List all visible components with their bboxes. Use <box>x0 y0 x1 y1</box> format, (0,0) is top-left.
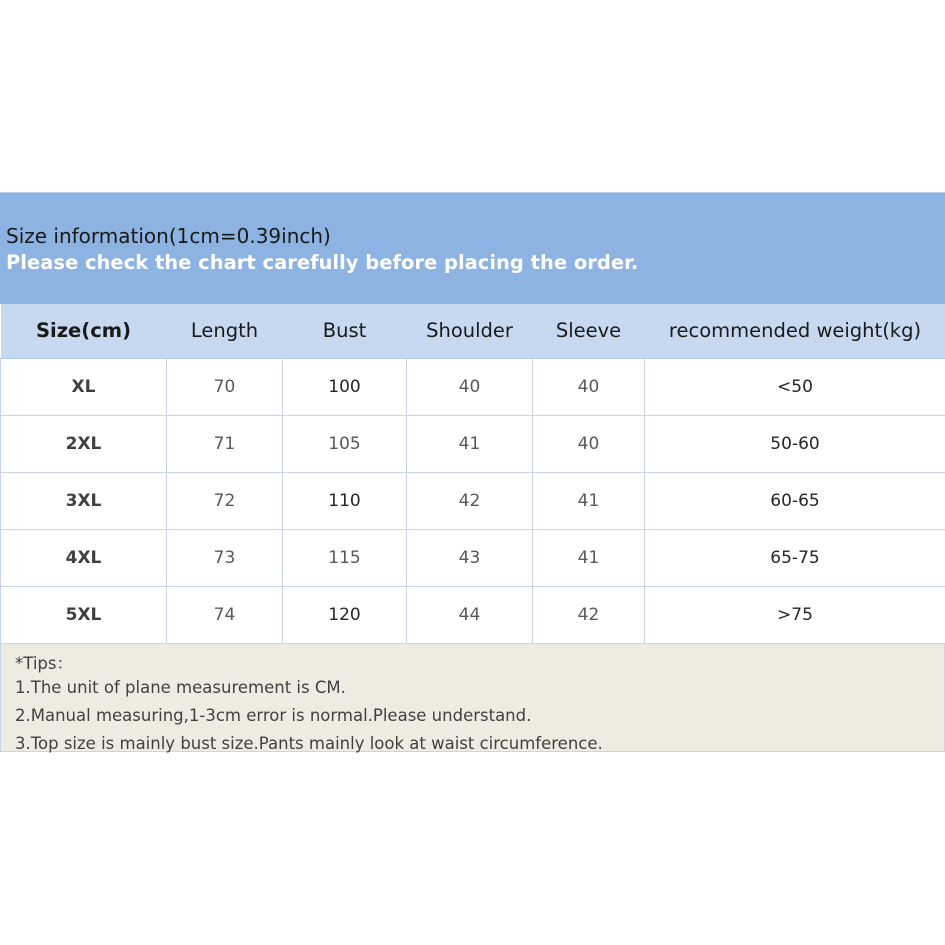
tip-item: 3.Top size is mainly bust size.Pants mainly look at waist circumference. <box>15 734 603 753</box>
table-header-row <box>1 304 945 358</box>
bust-cell: 105 <box>283 415 407 472</box>
shoulder-cell: 40 <box>407 358 533 415</box>
sleeve-cell: 41 <box>533 529 645 586</box>
weight-cell: 50-60 <box>645 415 945 472</box>
table-row <box>1 472 945 529</box>
size-cell: 5XL <box>1 586 167 643</box>
table-row <box>1 529 945 586</box>
sleeve-cell: 42 <box>533 586 645 643</box>
header-sleeve: Sleeve <box>533 304 645 358</box>
length-cell: 70 <box>167 358 283 415</box>
shoulder-cell: 41 <box>407 415 533 472</box>
bust-cell: 120 <box>283 586 407 643</box>
bust-cell: 110 <box>283 472 407 529</box>
header-recommended-weight: recommended weight(kg) <box>645 304 945 358</box>
size-chart <box>0 192 945 752</box>
sleeve-cell: 40 <box>533 358 645 415</box>
shoulder-cell: 43 <box>407 529 533 586</box>
tips-heading: *Tips： <box>15 654 73 673</box>
table-row <box>1 358 945 415</box>
bust-cell: 115 <box>283 529 407 586</box>
table-row <box>1 415 945 472</box>
length-cell: 71 <box>167 415 283 472</box>
sleeve-cell: 41 <box>533 472 645 529</box>
weight-cell: <50 <box>645 358 945 415</box>
length-cell: 73 <box>167 529 283 586</box>
tip-item: 2.Manual measuring,1-3cm error is normal.Please understand. <box>15 706 532 725</box>
tips-panel <box>0 643 945 752</box>
size-table <box>0 304 945 644</box>
weight-cell: 65-75 <box>645 529 945 586</box>
size-cell: 2XL <box>1 415 167 472</box>
weight-cell: >75 <box>645 586 945 643</box>
shoulder-cell: 42 <box>407 472 533 529</box>
size-cell: XL <box>1 358 167 415</box>
length-cell: 74 <box>167 586 283 643</box>
weight-cell: 60-65 <box>645 472 945 529</box>
length-cell: 72 <box>167 472 283 529</box>
tip-item: 1.The unit of plane measurement is CM. <box>15 678 346 697</box>
bust-cell: 100 <box>283 358 407 415</box>
size-info-title: Size information(1cm=0.39inch) <box>6 224 331 248</box>
header-bust: Bust <box>283 304 407 358</box>
header-shoulder: Shoulder <box>407 304 533 358</box>
check-chart-notice: Please check the chart carefully before placing the order. <box>6 251 639 274</box>
sleeve-cell: 40 <box>533 415 645 472</box>
header-size: Size(cm) <box>1 304 167 358</box>
header-length: Length <box>167 304 283 358</box>
shoulder-cell: 44 <box>407 586 533 643</box>
size-cell: 3XL <box>1 472 167 529</box>
size-cell: 4XL <box>1 529 167 586</box>
table-row <box>1 586 945 643</box>
size-info-banner <box>0 192 945 304</box>
